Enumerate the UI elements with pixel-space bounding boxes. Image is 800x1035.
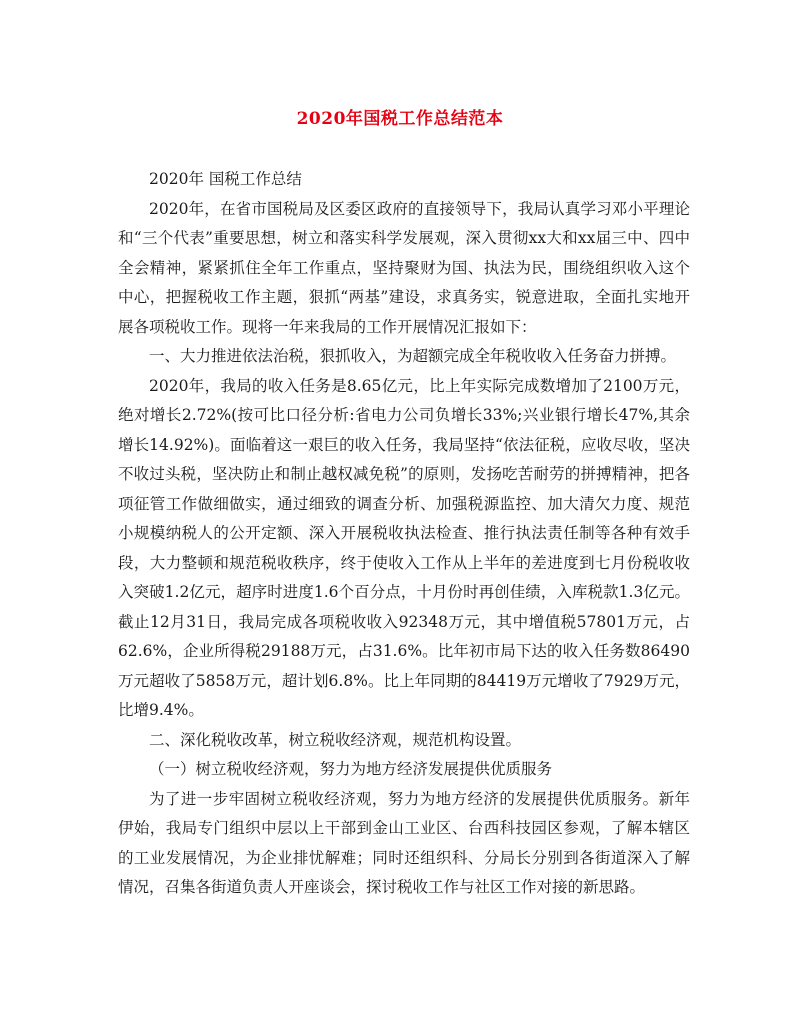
paragraph-service: 为了进一步牢固树立税收经济观，努力为地方经济的发展提供优质服务。新年伊始，我局专门组织中层以上干部到金山工业区、台西科技园区参观，了解本辖区的工业发展情况，为企业排忧解难；同时还组织科、分局长分别到各街道深入了解情况，召集各街道负责人开座谈会，探讨税收工作与社区工作对接的新思路。 [118,789,690,896]
section-heading-two: 二、深化税收改革，树立税收经济观，规范机构设置。 [149,730,522,749]
section-heading-one: 一、大力推进依法治税，狠抓收入，为超额完成全年税收收入任务奋力拼搏。 [149,347,677,365]
document-body [118,165,690,903]
document-title: 2020年国税工作总结范本 [296,109,504,129]
paragraph-intro: 2020年，在省市国税局及区委区政府的直接领导下，我局认真学习邓小平理论和“三个代表”重要思想，树立和落实科学发展观，深入贯彻xx大和xx届三中、四中全会精神，紧紧抓住全年工作重点，坚持聚财为国、执法为民，围绕组织收入这个中心，把握税收工作主题，狠抓“两基”建设，求真务实，锐意进取，全面扎实地开展各项税收工作。现将一年来我局的工作开展情况汇报如下： [118,199,690,336]
paragraph-revenue: 2020年，我局的收入任务是8.65亿元，比上年实际完成数增加了2100万元，绝对增长2.72%(按可比口径分析:省电力公司负增长33%;兴业银行增长47%,其余增长14.92%)。面临着这一艰巨的收入任务，我局坚持“依法征税，应收尽收，坚决不收过头税，坚决防止和制止越权减免税”的原则，发扬吃苦耐劳的拼搏精神，把各项征管工作做细做实，通过细致的调查分析、加强税源监控、加大清欠力度、规范小规模纳税人的公开定额、深入开展税收执法检查、推行执法责任制等各种有效手段，大力整顿和规范税收秩序，终于使收入工作从上半年的差进度到七月份税收收入突破1.2亿元，超序时进度1.6个百分点，十月份时再创佳绩，入库税款1.3亿元。截止12月31日，我局完成各项税收收入92348万元，其中增值税57801万元，占62.6%，企业所得税29188万元，占31.6%。比年初市局下达的收入任务数86490万元超收了5858万元，超计划6.8%。比上年同期的84419万元增收了7929万元，比增9.4%。 [118,376,690,719]
paragraph-heading: 2020年 国税工作总结 [149,170,302,188]
subsection-heading-one: （一）树立税收经济观，努力为地方经济发展提供优质服务 [149,760,553,778]
